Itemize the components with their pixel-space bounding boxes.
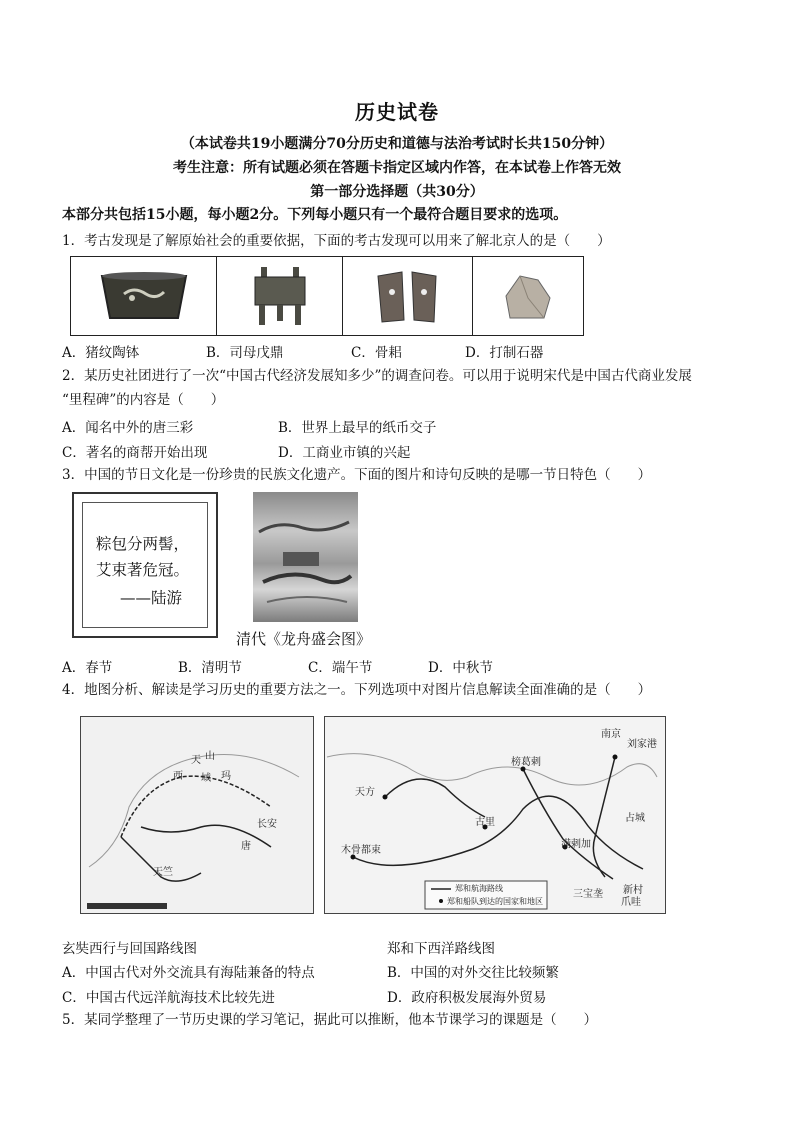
part-heading: 第一部分选择题（共30分）: [310, 184, 484, 200]
map2-label-mugudushu: 木骨都束: [341, 845, 381, 856]
q1-option-a[interactable]: A．猪纹陶钵: [62, 345, 140, 361]
q4-option-d[interactable]: D．政府积极发展海外贸易: [387, 990, 547, 1006]
exam-subtitle: （本试卷共19小题满分70分历史和道德与法治考试时长共150分钟）: [180, 136, 614, 152]
q4-map1-caption: 玄奘西行与回国路线图: [62, 941, 197, 957]
map2-label-malaca: 满剌加: [561, 839, 591, 850]
q1-image-pottery: [71, 257, 217, 335]
q4-stem: 4．地图分析、解读是学习历史的重要方法之一。下列选项中对图片信息解读全面准确的是（ ）: [62, 682, 652, 698]
map2-legend-countries: 郑和船队到达的国家和地区: [447, 897, 543, 906]
map1-label-ma: 玛: [221, 771, 231, 782]
q1-image-bone-spade: [343, 257, 473, 335]
q3-poem-author: ——陆游: [120, 589, 183, 607]
map1-label-shan: 山: [205, 751, 215, 762]
q3-poem-frame: [72, 492, 218, 638]
map2-label-nanjing: 南京: [601, 729, 621, 740]
q1-image-stone-tool: [473, 257, 583, 335]
q1-option-b[interactable]: B．司母戊鼎: [206, 345, 284, 361]
map2-label-zhuawa: 爪哇: [621, 897, 641, 908]
map1-label-xi: 西: [173, 771, 183, 782]
map2-label-tianfang: 天方: [355, 787, 375, 798]
map1-label-changan: 长安: [257, 819, 277, 830]
q5-stem: 5．某同学整理了一节历史课的学习笔记，据此可以推断，他本节课学习的课题是（ ）: [62, 1012, 598, 1028]
q3-option-b[interactable]: B．清明节: [178, 660, 242, 676]
q2-option-b[interactable]: B．世界上最早的纸币交子: [278, 420, 437, 436]
q4-map2-caption: 郑和下西洋路线图: [387, 941, 495, 957]
q3-poem-line1: 粽包分两髻，: [96, 535, 190, 553]
map2-label-liujiagang: 刘家港: [627, 739, 657, 750]
q2-option-a[interactable]: A．闻名中外的唐三彩: [62, 420, 194, 436]
q3-painting-caption: 清代《龙舟盛会图》: [236, 630, 372, 648]
map1-label-tianzhu: 天竺: [153, 867, 173, 878]
q1-image-row: [70, 256, 584, 336]
q4-map-zhenghe: [324, 716, 666, 914]
q4-option-c[interactable]: C．中国古代远洋航海技术比较先进: [62, 990, 275, 1006]
part-instruction: 本部分共包括15小题，每小题2分。下列每小题只有一个最符合题目要求的选项。: [62, 207, 568, 223]
q3-stem: 3．中国的节日文化是一份珍贵的民族文化遗产。下面的图片和诗句反映的是哪一节日特色（ ）: [62, 467, 652, 483]
q3-dragon-boat-painting: [253, 492, 358, 622]
q2-stem-line2: “里程碑”的内容是（ ）: [62, 392, 225, 408]
q4-option-b[interactable]: B．中国的对外交往比较频繁: [387, 965, 559, 981]
map2-label-guli: 古里: [475, 817, 495, 828]
q1-option-c[interactable]: C．骨耜: [351, 345, 402, 361]
q4-map-xuanzang: [80, 716, 314, 914]
exam-notice: 考生注意：所有试题必须在答题卡指定区域内作答，在本试卷上作答无效: [173, 160, 621, 176]
q3-option-c[interactable]: C．端午节: [308, 660, 373, 676]
q3-poem-line2: 艾束著危冠。: [96, 561, 190, 579]
q2-option-c[interactable]: C．著名的商帮开始出现: [62, 445, 208, 461]
q2-option-d[interactable]: D．工商业市镇的兴起: [278, 445, 411, 461]
q1-stem: 1．考古发现是了解原始社会的重要依据，下面的考古发现可以用来了解北京人的是（ ）: [62, 233, 611, 249]
q3-option-a[interactable]: A．春节: [62, 660, 113, 676]
map2-label-sanbaolong: 三宝垄: [573, 889, 603, 900]
q4-option-a[interactable]: A．中国古代对外交流具有海陆兼备的特点: [62, 965, 315, 981]
q2-stem-line1: 2．某历史社团进行了一次“中国古代经济发展知多少”的调查问卷。可以用于说明宋代是中国古代商业发展: [62, 368, 692, 384]
q1-option-d[interactable]: D．打制石器: [465, 345, 544, 361]
map2-label-xincun: 新村: [623, 885, 643, 896]
page-title: 历史试卷: [355, 100, 439, 124]
map1-label-tang: 唐: [241, 841, 251, 852]
map2-label-banggela: 榜葛剌: [511, 757, 541, 768]
map1-label-yu: 域: [201, 773, 211, 784]
map2-label-zhancheng: 占城: [625, 813, 645, 824]
map1-label-tian: 天: [191, 755, 201, 766]
q3-option-d[interactable]: D．中秋节: [428, 660, 493, 676]
q1-image-ding: [217, 257, 343, 335]
map2-legend-route: 郑和航海路线: [455, 884, 503, 893]
